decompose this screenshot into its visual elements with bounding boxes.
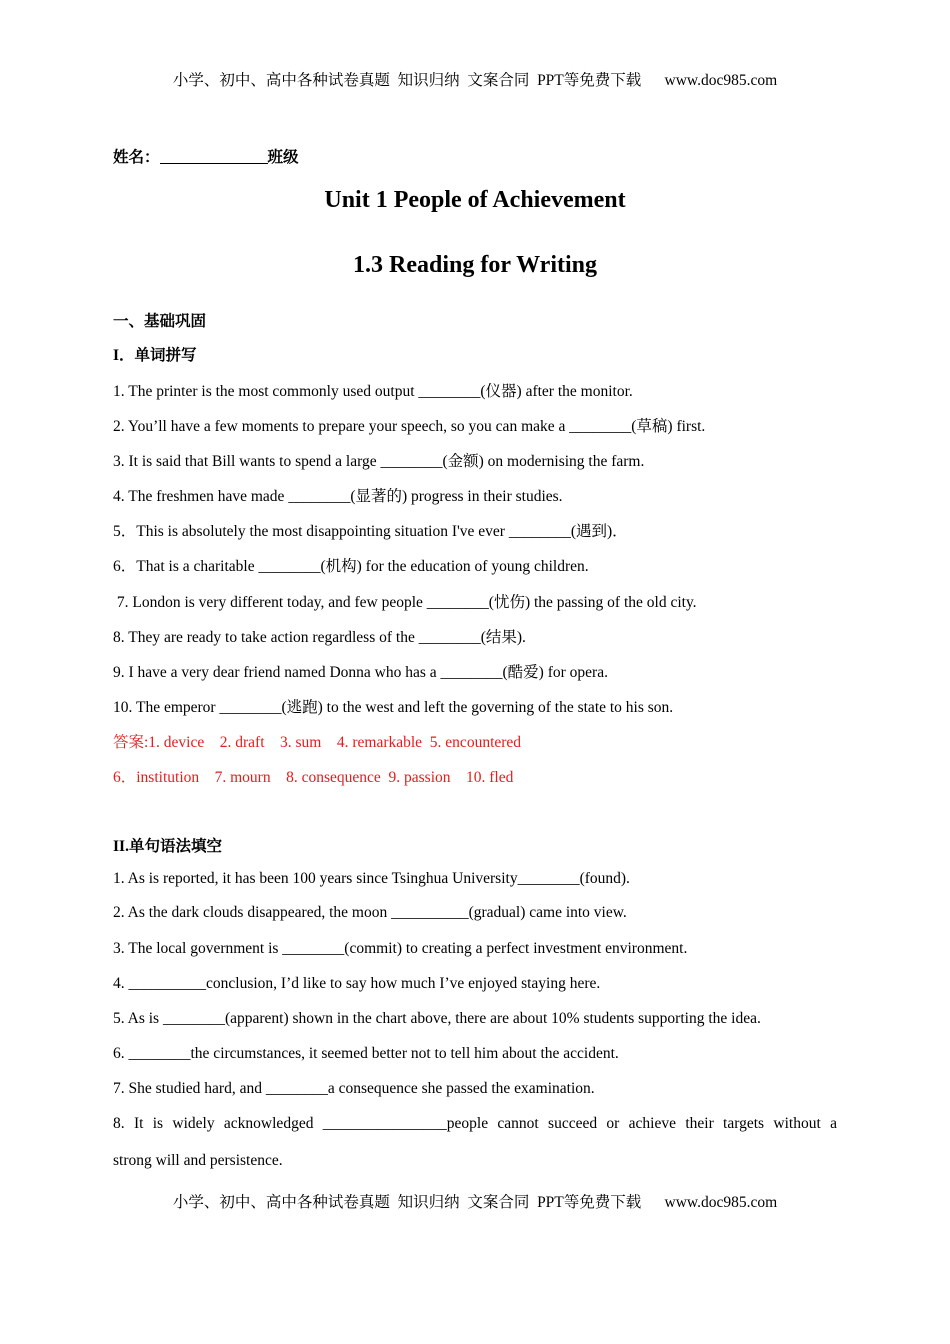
question-item: 4. __________conclusion, I’d like to say how much I’ve enjoyed staying here.	[113, 975, 601, 992]
unit-title: Unit 1 People of Achievement	[324, 187, 626, 213]
question-item: 8. They are ready to take action regardless of the ________(结果).	[113, 629, 526, 646]
section1-heading: I．单词拼写	[113, 347, 197, 364]
question-item-continuation: strong will and persistence.	[113, 1152, 283, 1169]
answer-line: 6．institution 7. mourn 8. consequence 9. passion 10. fled	[113, 769, 514, 786]
question-item: 7. London is very different today, and few people ________(忧伤) the passing of the old city.	[113, 594, 697, 611]
question-item: 6. ________the circumstances, it seemed better not to tell him about the accident.	[113, 1045, 619, 1062]
question-item: 8. It is widely acknowledged ________________people cannot succeed or achieve their targets without a	[113, 1115, 837, 1132]
lesson-title: 1.3 Reading for Writing	[352, 252, 598, 278]
student-info	[113, 145, 299, 167]
question-item: 6．That is a charitable ________(机构) for the education of young children.	[113, 558, 589, 575]
question-item: 1. As is reported, it has been 100 years since Tsinghua University________(found).	[113, 870, 630, 887]
section2-heading: II.单句语法填空	[113, 838, 222, 855]
question-item: 7. She studied hard, and ________a consequence she passed the examination.	[113, 1080, 595, 1097]
question-item: 4. The freshmen have made ________(显著的) progress in their studies.	[113, 488, 563, 505]
question-item: 9. I have a very dear friend named Donna who has a ________(酷爱) for opera.	[113, 664, 608, 681]
page-header: 小学、初中、高中各种试卷真题 知识归纳 文案合同 PPT等免费下载 www.doc985.com	[172, 72, 778, 89]
question-item: 1. The printer is the most commonly used output ________(仪器) after the monitor.	[113, 383, 633, 400]
name-label: 姓名：	[113, 149, 160, 166]
class-label: 班级	[267, 149, 299, 166]
question-item: 5．This is absolutely the most disappointing situation I've ever ________(遇到)．	[113, 523, 628, 540]
question-item: 3. It is said that Bill wants to spend a large ________(金额) on modernising the farm.	[113, 453, 645, 470]
question-item: 10. The emperor ________(逃跑) to the west and left the governing of the state to his son.	[113, 699, 674, 716]
page-footer: 小学、初中、高中各种试卷真题 知识归纳 文案合同 PPT等免费下载 www.doc985.com	[172, 1194, 778, 1211]
question-item: 5. As is ________(apparent) shown in the chart above, there are about 10% students supporting the idea.	[113, 1010, 761, 1027]
name-blank	[160, 149, 268, 164]
answer-line: 答案:1. device 2. draft 3. sum 4. remarkable 5. encountered	[113, 734, 522, 751]
question-item: 2. You’ll have a few moments to prepare your speech, so you can make a ________(草稿) first.	[113, 418, 706, 435]
question-item: 3. The local government is ________(commit) to creating a perfect investment environment.	[113, 940, 688, 957]
question-item: 2. As the dark clouds disappeared, the moon __________(gradual) came into view.	[113, 904, 627, 921]
part1-heading: 一、基础巩固	[113, 313, 207, 330]
